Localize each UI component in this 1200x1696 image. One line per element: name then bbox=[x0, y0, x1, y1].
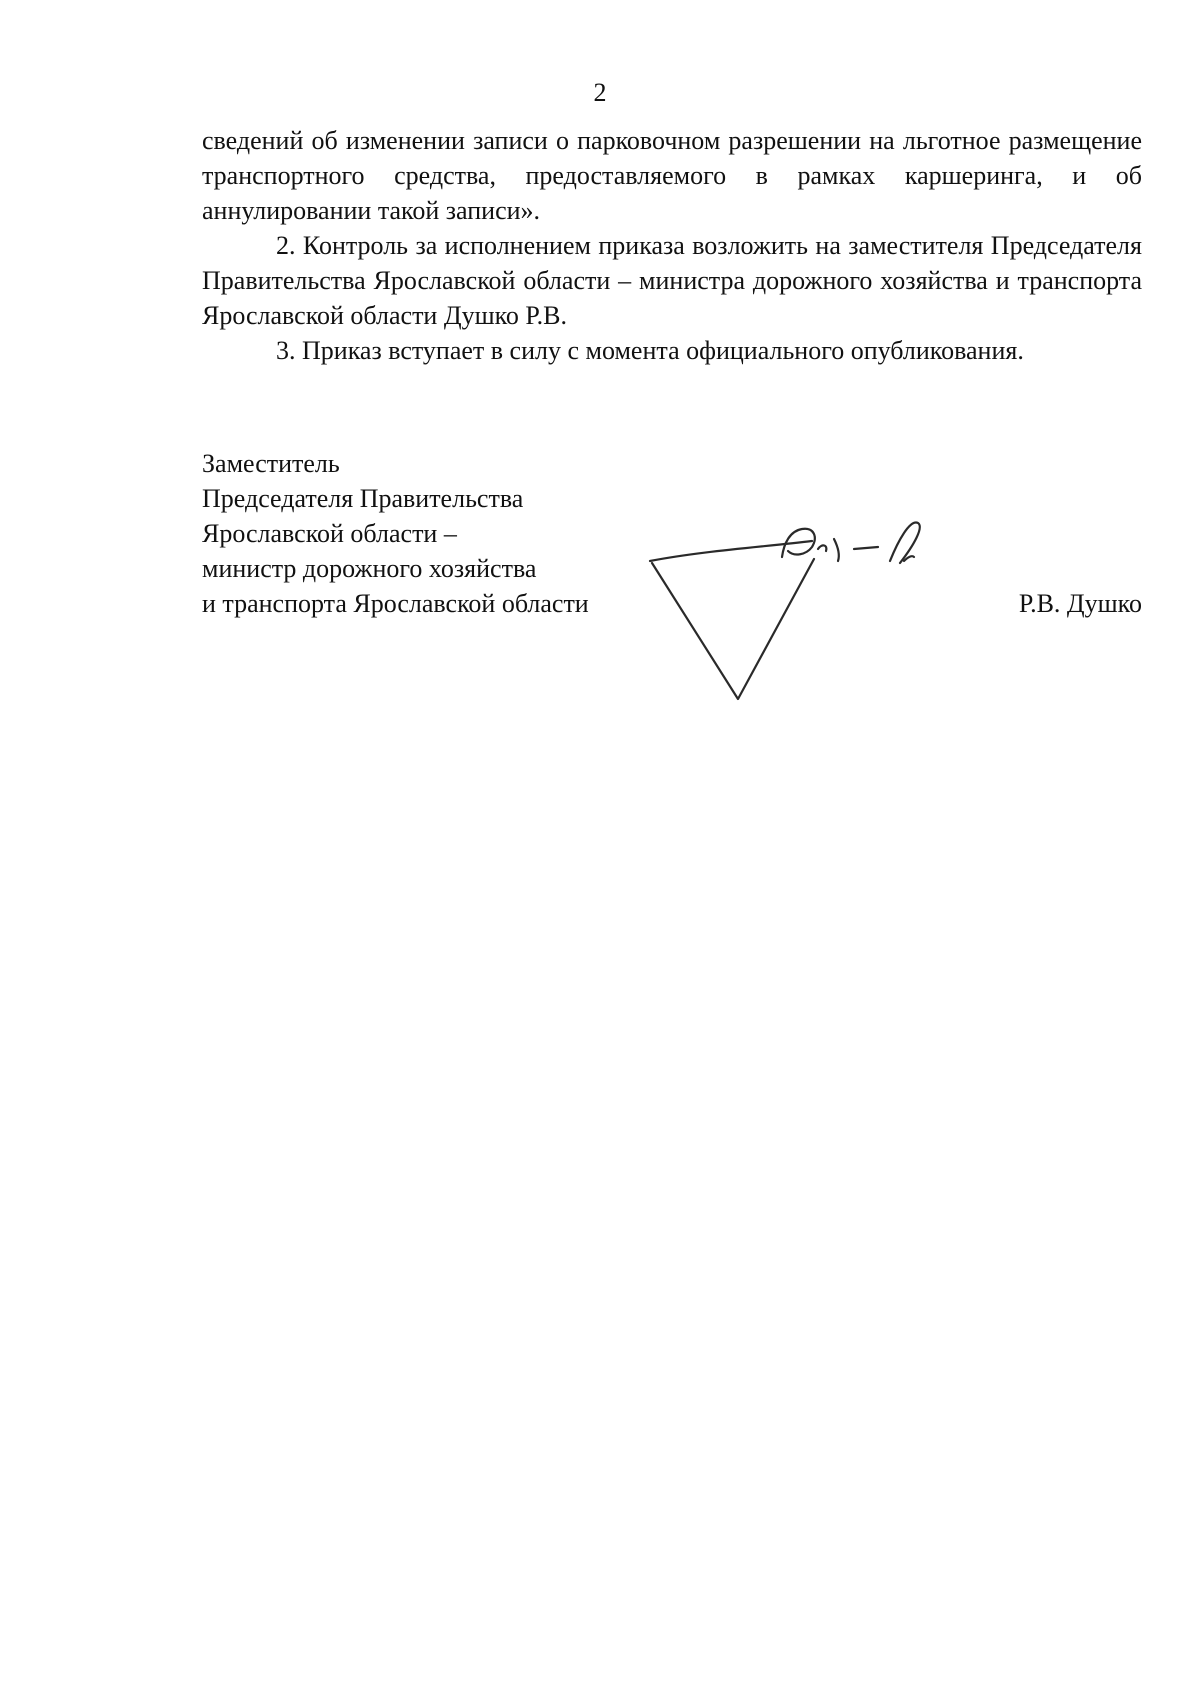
signature-stroke bbox=[652, 559, 814, 699]
signatory-title-line: Председателя Правительства bbox=[202, 484, 524, 513]
paragraph-continuation: сведений об изменении записи о парковочном разрешении на льготное размещение транспортного средства, предоставляемого в рамках каршеринга, и об аннулировании такой записи». bbox=[202, 126, 1142, 225]
paragraph-item-2: 2. Контроль за исполнением приказа возложить на заместителя Председателя Правительства Ярославской области – министра дорожного хозяйства и транспорта Ярославской области Душко Р.В. bbox=[202, 231, 1142, 330]
signatory-title-line: и транспорта Ярославской области bbox=[202, 589, 589, 618]
signature-stroke bbox=[890, 523, 920, 563]
signature-stroke bbox=[834, 539, 839, 561]
handwritten-signature bbox=[642, 521, 962, 721]
signature-stroke bbox=[818, 545, 826, 551]
signatory-name: Р.В. Душко bbox=[1018, 589, 1142, 618]
paragraph-item-3: 3. Приказ вступает в силу с момента официального опубликования. bbox=[276, 336, 1024, 365]
document-body bbox=[202, 123, 1142, 368]
signatory-title-line: министр дорожного хозяйства bbox=[202, 554, 537, 583]
signature-stroke bbox=[854, 547, 878, 549]
signatory-title-line: Заместитель bbox=[202, 449, 340, 478]
page-number: 2 bbox=[593, 78, 607, 107]
signatory-title-line: Ярославской области – bbox=[202, 519, 457, 548]
signature-block bbox=[202, 446, 1142, 726]
